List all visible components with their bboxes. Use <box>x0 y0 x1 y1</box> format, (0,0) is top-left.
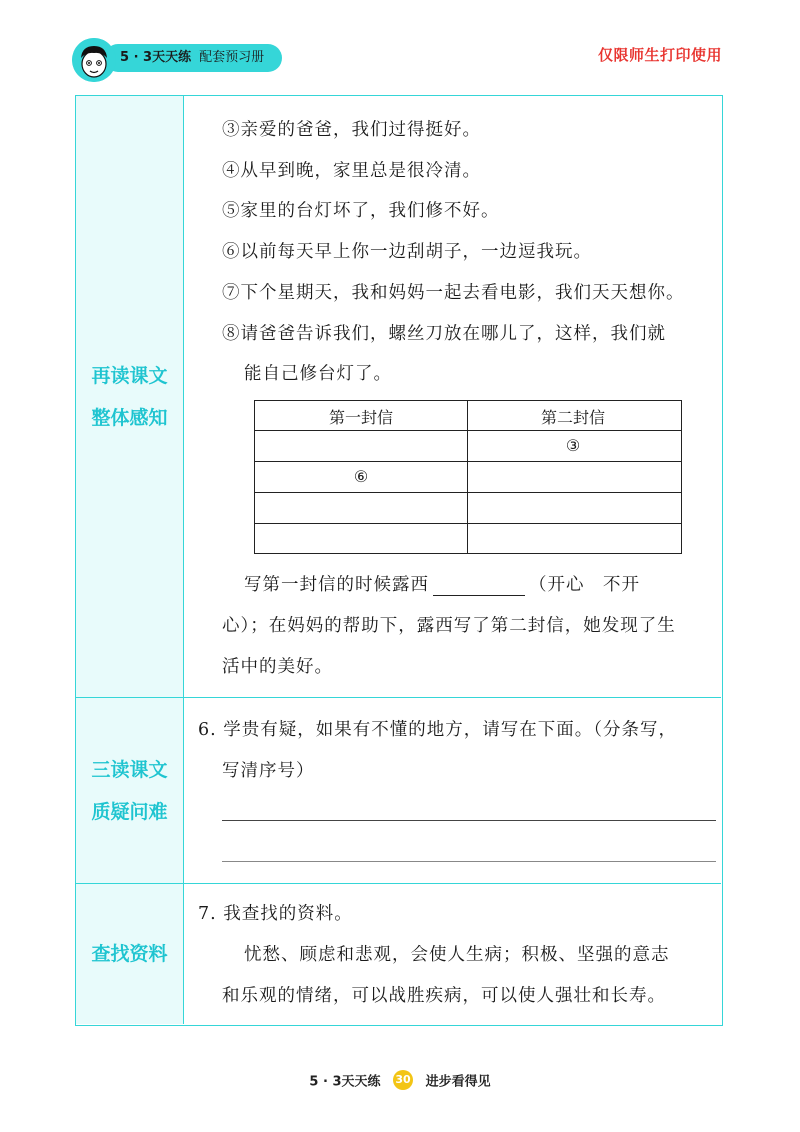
fill-blank-line3: 活中的美好。 <box>222 657 333 677</box>
table-header-first-letter: 第一封信 <box>328 408 393 427</box>
answer-blank[interactable] <box>433 577 525 596</box>
fill-blank-line2: 心）；在妈妈的帮助下，露西写了第二封信，她发现了生 <box>222 616 676 636</box>
page-footer <box>0 1070 800 1090</box>
section-reread <box>76 96 721 697</box>
fill-blank-text-before: 写第一封信的时候露西 <box>244 575 429 595</box>
fill-blank-sentence <box>244 571 640 596</box>
option-6: ⑥以前每天早上你一边刮胡子，一边逗我玩。 <box>222 242 592 262</box>
answer-line[interactable] <box>222 820 716 821</box>
letter-comparison-table <box>254 400 682 554</box>
table-header-second-letter: 第二封信 <box>540 408 605 427</box>
section-label <box>76 884 184 1024</box>
section-label-line1: 三读课文 <box>91 758 168 781</box>
print-note: 仅限师生打印使用 <box>597 46 722 64</box>
worksheet-table <box>75 95 723 1026</box>
question-6-continued: 写清序号） <box>222 761 315 781</box>
section-content <box>184 698 721 883</box>
section-label-line2: 整体感知 <box>91 406 168 429</box>
option-8-continued: 能自己修台灯了。 <box>244 364 392 384</box>
section-label-line1: 再读课文 <box>91 364 168 387</box>
section-label <box>76 96 184 697</box>
question-6: 6. 学贵有疑，如果有不懂的地方，请写在下面。（分条写， <box>198 720 678 740</box>
page-header <box>0 0 800 90</box>
footer-slogan: 进步看得见 <box>425 1074 491 1090</box>
section-label <box>76 698 184 883</box>
cartoon-boy-icon <box>72 38 116 82</box>
page-number: 30 <box>393 1070 413 1090</box>
option-5: ⑤家里的台灯坏了，我们修不好。 <box>222 201 500 221</box>
brand-title: 5 · 3天天练 <box>120 50 192 65</box>
table-cell[interactable]: ③ <box>565 436 581 455</box>
option-7: ⑦下个星期天，我和妈妈一起去看电影，我们天天想你。 <box>222 283 685 303</box>
section-research <box>76 883 721 1024</box>
section-question <box>76 697 721 883</box>
brand-subtitle: 配套预习册 <box>199 50 265 65</box>
section-content <box>184 884 721 1024</box>
research-paragraph-line1: 忧愁、顾虑和悲观，会使人生病；积极、坚强的意志 <box>244 945 670 965</box>
research-paragraph-line2: 和乐观的情绪，可以战胜疾病，可以使人强壮和长寿。 <box>222 986 666 1006</box>
table-cell[interactable]: ⑥ <box>353 467 369 486</box>
option-4: ④从早到晚，家里总是很冷清。 <box>222 161 481 181</box>
section-content <box>184 96 721 697</box>
footer-brand: 5 · 3天天练 <box>309 1074 381 1090</box>
option-8: ⑧请爸爸告诉我们，螺丝刀放在哪儿了，这样，我们就 <box>222 324 666 344</box>
brand-pill <box>104 44 282 72</box>
answer-line[interactable] <box>222 861 716 862</box>
section-label-line1: 查找资料 <box>91 943 168 965</box>
option-3: ③亲爱的爸爸，我们过得挺好。 <box>222 120 481 140</box>
fill-blank-text-after: （开心 不开 <box>529 575 640 595</box>
section-label-line2: 质疑问难 <box>91 800 168 823</box>
question-7: 7. 我查找的资料。 <box>198 904 353 924</box>
